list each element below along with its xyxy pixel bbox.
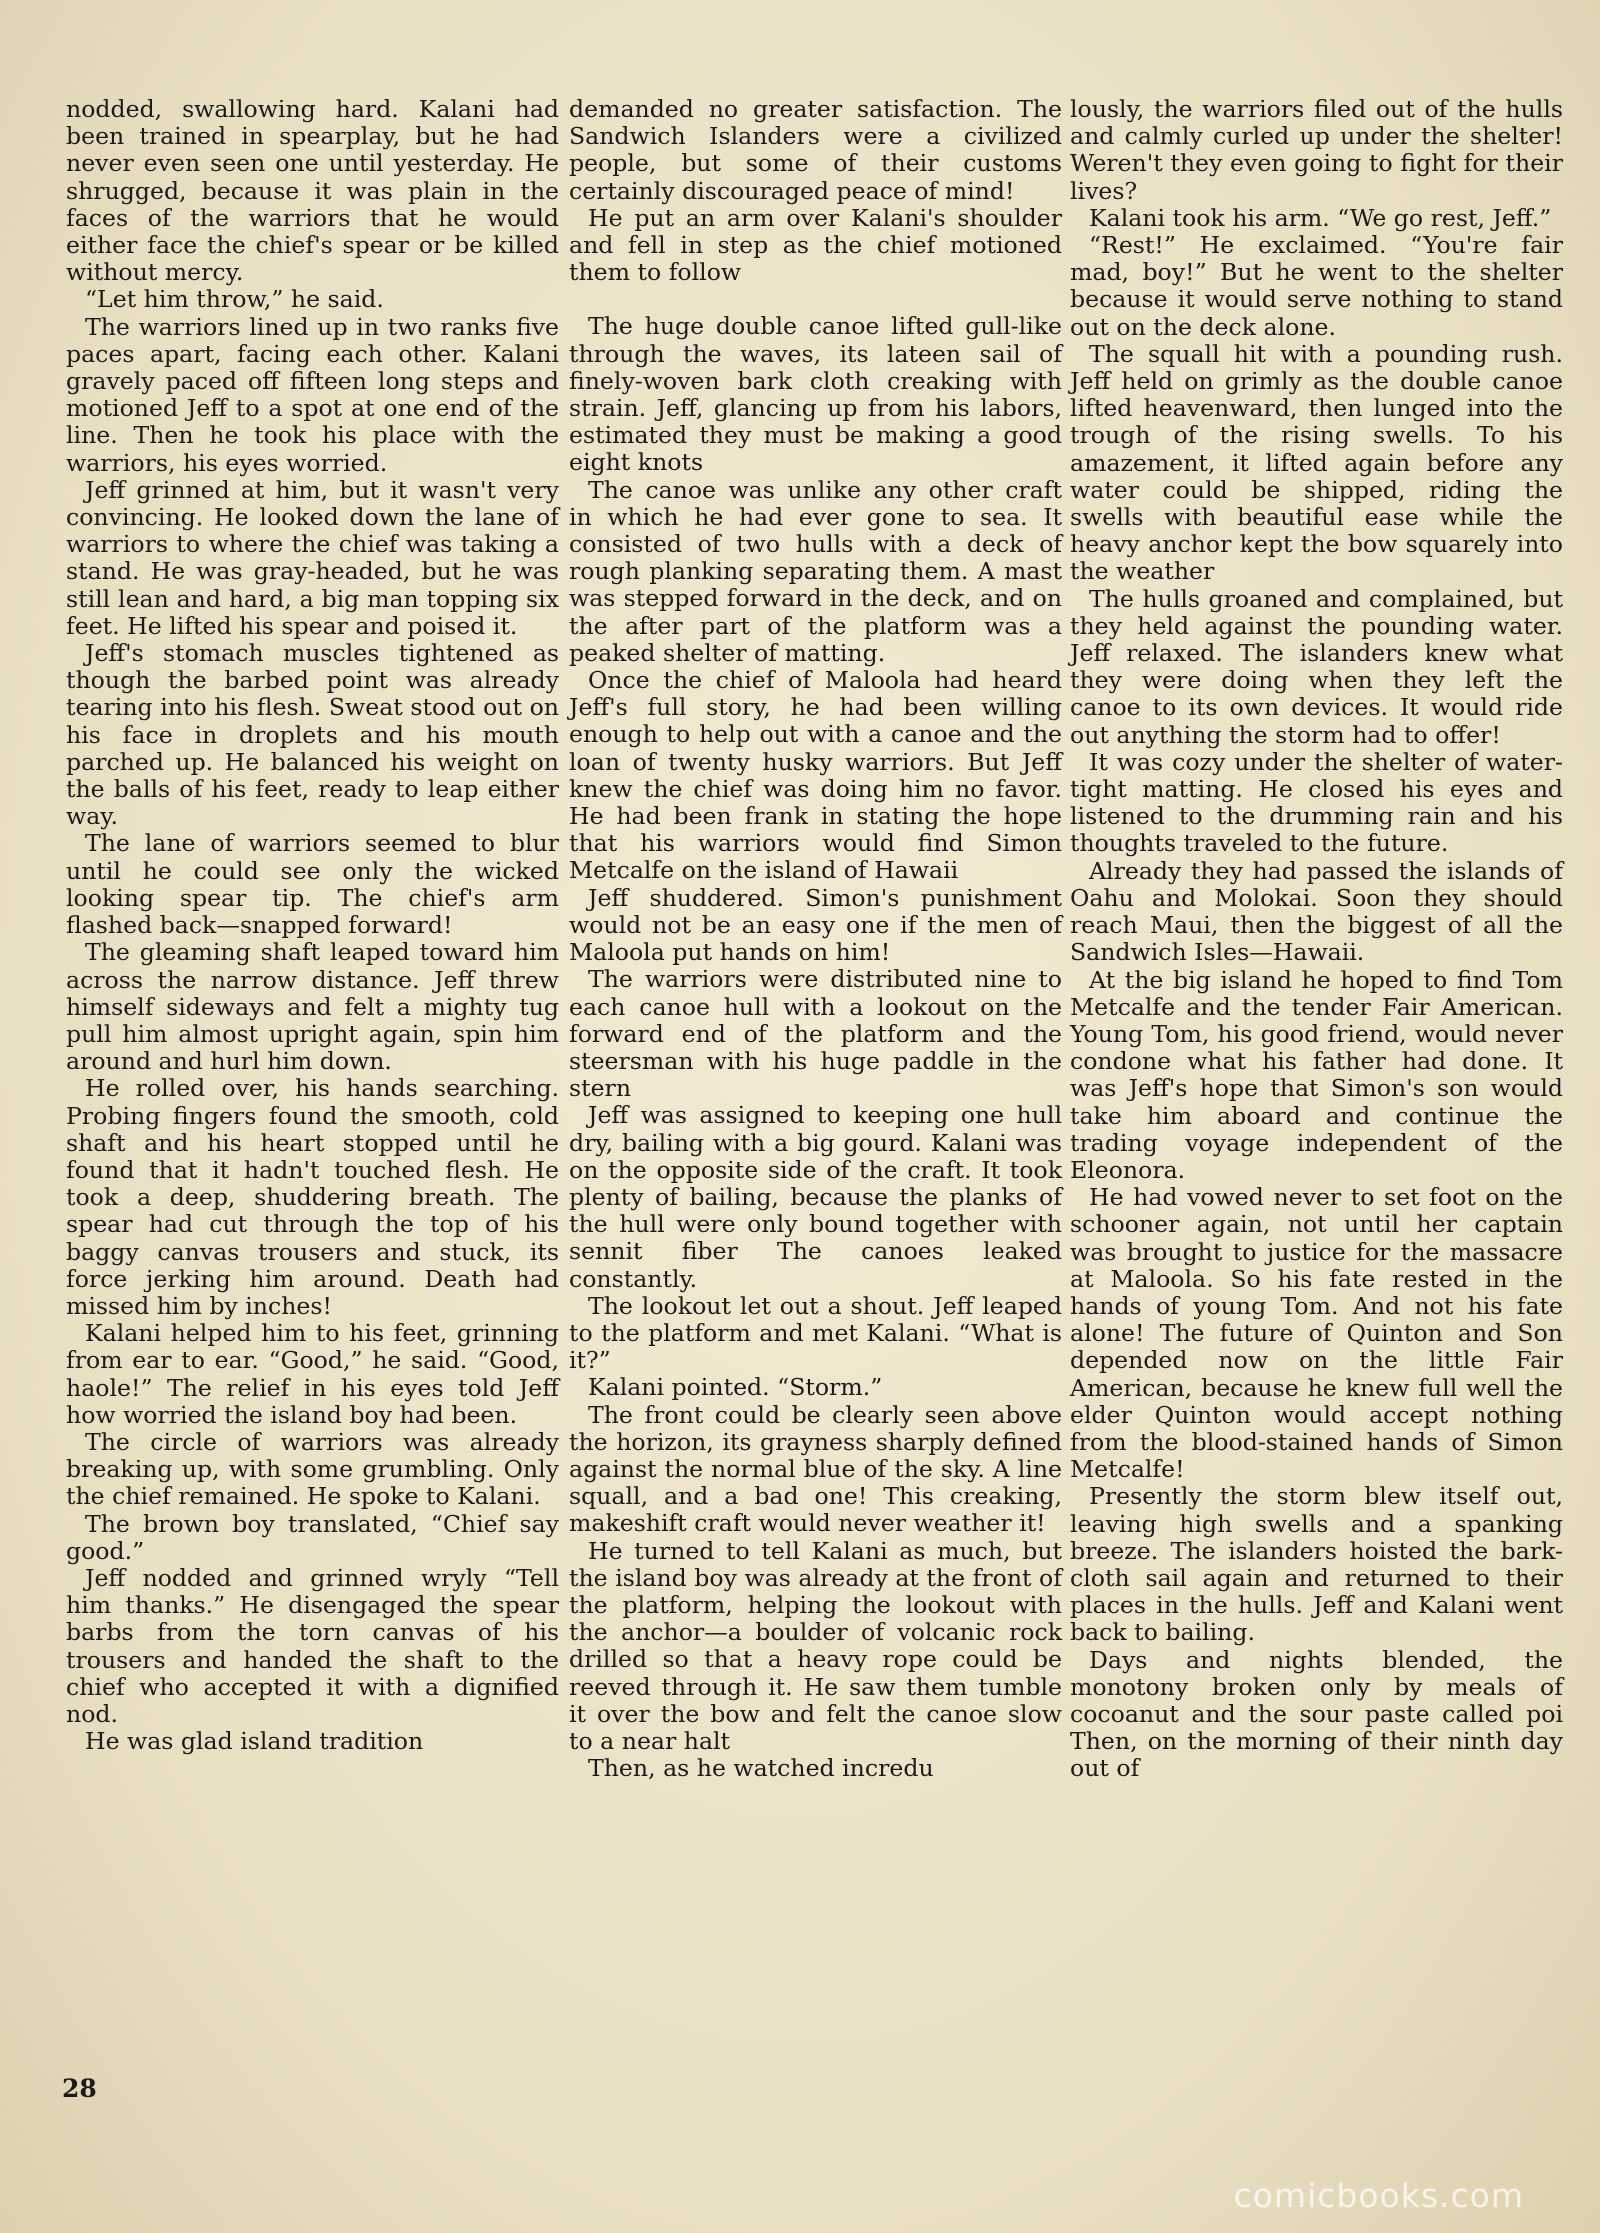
page-number: 28 [62, 2074, 97, 2103]
paragraph: The brown boy translated, “Chief say good.” [66, 1509, 559, 1565]
text-column-2 [569, 96, 1062, 1782]
paragraph: Once the chief of Maloola had heard Jeff's full story, he had been willing enough to help out with a canoe and the loan of twenty husky warriors. But Jeff knew the chief was doing him no favor. He had been frank in stating the hope that his warriors would find Simon Metcalfe on the island of Hawaii [569, 666, 1062, 885]
paragraph: The lane of warriors seemed to blur until he could see only the wicked looking spear tip. The chief's arm flashed back—snapped forward! [66, 829, 559, 940]
paragraph: Jeff nodded and grinned wryly “Tell him thanks.” He disengaged the spear barbs from the torn canvas of his trousers and handed the shaft to the chief who accepted it with a dignified nod. [66, 1563, 559, 1728]
paragraph: “Let him throw,” he said. [85, 285, 384, 314]
paragraph: It was cozy under the shelter of water-tight matting. He closed his eyes and listened to the drumming rain and his thoughts traveled to the future. [1070, 747, 1563, 858]
paragraph: The front could be clearly seen above the horizon, its grayness sharply defined against the normal blue of the sky. A line squall, and a bad one! This creaking, makeshift craft would never weather it! [569, 1400, 1062, 1538]
paragraph: demanded no greater satisfaction. The Sandwich Islanders were a civilized people, but some of their customs certainly discouraged peace of mind! [569, 95, 1062, 205]
paragraph: Presently the storm blew itself out, leaving high swells and a spanking breeze. The islanders hoisted the bark-cloth sail again and returned to their places in the hulls. Jeff and Kalani went back to bailing. [1070, 1482, 1563, 1647]
paragraph: Jeff grinned at him, but it wasn't very convincing. He looked down the lane of warriors to where the chief was taking a stand. He was gray-headed, but he was still lean and hard, a big man topping six feet. He lifted his spear and poised it. [66, 475, 559, 640]
paragraph: Jeff was assigned to keeping one hull dry, bailing with a big gourd. Kalani was on the opposite side of the craft. It took plenty of bailing, because the planks of the hull were only bound together with sennit fiber The canoes leaked constantly. [569, 1101, 1062, 1293]
paragraph: “Rest!” He exclaimed. “You're fair mad, boy!” But he went to the shelter because it would serve nothing to stand out on the deck alone. [1070, 231, 1563, 341]
paragraph: The canoe was unlike any other craft in which he had ever gone to sea. It consisted of two hulls with a deck of rough planking separating them. A mast was stepped forward in the deck, and on the after part of the platform was a peaked shelter of matting. [569, 475, 1062, 667]
paragraph: Kalani helped him to his feet, grinning from ear to ear. “Good,” he said. “Good, haole!” The relief in his eyes told Jeff how worried the island boy had been. [66, 1319, 559, 1429]
paragraph: Kalani pointed. “Storm.” [588, 1373, 883, 1402]
paragraph: He was glad island tradition [85, 1727, 424, 1756]
paragraph: Already they had passed the islands of Oahu and Molokai. Soon they should reach Maui, then the biggest of all the Sandwich Isles—Hawaii. [1070, 856, 1563, 967]
paragraph: He turned to tell Kalani as much, but the island boy was already at the front of the platform, helping the lookout with the anchor—a boulder of volcanic rock drilled so that a heavy rope could be reeved through it. He saw them tumble it over the bow and felt the canoe slow to a near halt [569, 1536, 1062, 1755]
paragraph: The warriors lined up in two ranks five paces apart, facing each other. Kalani gravely paced off fifteen long steps and motioned Jeff to a spot at one end of the line. Then he took his place with the warriors, his eyes worried. [66, 312, 559, 477]
paragraph: The huge double canoe lifted gull-like through the waves, its lateen sail of finely-woven bark cloth creaking with strain. Jeff, glancing up from his labors, estimated they must be making a good eight knots [569, 312, 1062, 477]
paragraph: lously, the warriors filed out of the hulls and calmly curled up under the shelter! Weren't they even going to fight for their lives? [1070, 95, 1563, 205]
paragraph: Kalani took his arm. “We go rest, Jeff.” [1089, 203, 1552, 232]
paragraph: The circle of warriors was already breaking up, with some grumbling. Only the chief remained. He spoke to Kalani. [66, 1427, 559, 1511]
paragraph: The lookout let out a shout. Jeff leaped to the platform and met Kalani. “What is it?” [569, 1291, 1062, 1375]
text-column-3 [1070, 96, 1563, 1783]
paragraph: Jeff's stomach muscles tightened as though the barbed point was already tearing into his flesh. Sweat stood out on his face in droplets and his mouth parched up. He balanced his weight on the balls of his feet, ready to leap either way. [66, 639, 559, 831]
paragraph: He put an arm over Kalani's shoulder and fell in step as the chief motioned them to follow [569, 203, 1062, 287]
paragraph: At the big island he hoped to find Tom Metcalfe and the tender Fair American. Young Tom, his good friend, would never condone what his father had done. It was Jeff's hope that Simon's son would take him aboard and continue the trading voyage independent of the Eleonora. [1070, 965, 1563, 1184]
paragraph: nodded, swallowing hard. Kalani had been trained in spearplay, but he had never even seen one until yesterday. He shrugged, because it was plain in the faces of the warriors that he would either face the chief's spear or be killed without mercy. [66, 95, 559, 287]
paragraph: The hulls groaned and complained, but they held against the pounding water. Jeff relaxed. The islanders knew what they were doing when they left the canoe to its own devices. It would ride out anything the storm had to offer! [1070, 584, 1563, 749]
paragraph: Then, as he watched incredu [588, 1754, 934, 1783]
paragraph: He rolled over, his hands searching. Probing fingers found the smooth, cold shaft and his heart stopped until he found that it hadn't touched flesh. He took a deep, shuddering breath. The spear had cut through the top of his baggy canvas trousers and stuck, its force jerking him around. Death had missed him by inches! [66, 1074, 559, 1320]
text-column-1 [66, 96, 559, 1755]
paragraph: The squall hit with a pounding rush. Jeff held on grimly as the double canoe lifted heavenward, then lunged into the trough of the rising swells. To his amazement, it lifted again before any water could be shipped, riding the swells with beautiful ease while the heavy anchor kept the bow squarely into the weather [1070, 339, 1563, 586]
paragraph: The gleaming shaft leaped toward him across the narrow distance. Jeff threw himself sideways and felt a mighty tug pull him almost upright again, spin him around and hurl him down. [66, 938, 559, 1076]
paragraph: He had vowed never to set foot on the schooner again, not until her captain was brought to justice for the massacre at Maloola. So his fate rested in the hands of young Tom. And not his fate alone! The future of Quinton and Son depended now on the little Fair American, because he knew full well the elder Quinton would accept nothing from the blood-stained hands of Simon Metcalfe! [1070, 1183, 1563, 1484]
watermark: comicbooks.com [1233, 2176, 1524, 2215]
paragraph: Days and nights blended, the monotony broken only by meals of cocoanut and the sour paste called poi Then, on the morning of their ninth day out of [1070, 1645, 1563, 1783]
paragraph: The warriors were distributed nine to each canoe hull with a lookout on the forward end of the platform and the steersman with his huge paddle in the stern [569, 965, 1062, 1103]
paragraph: Jeff shuddered. Simon's punishment would not be an easy one if the men of Maloola put hands on him! [569, 883, 1062, 967]
